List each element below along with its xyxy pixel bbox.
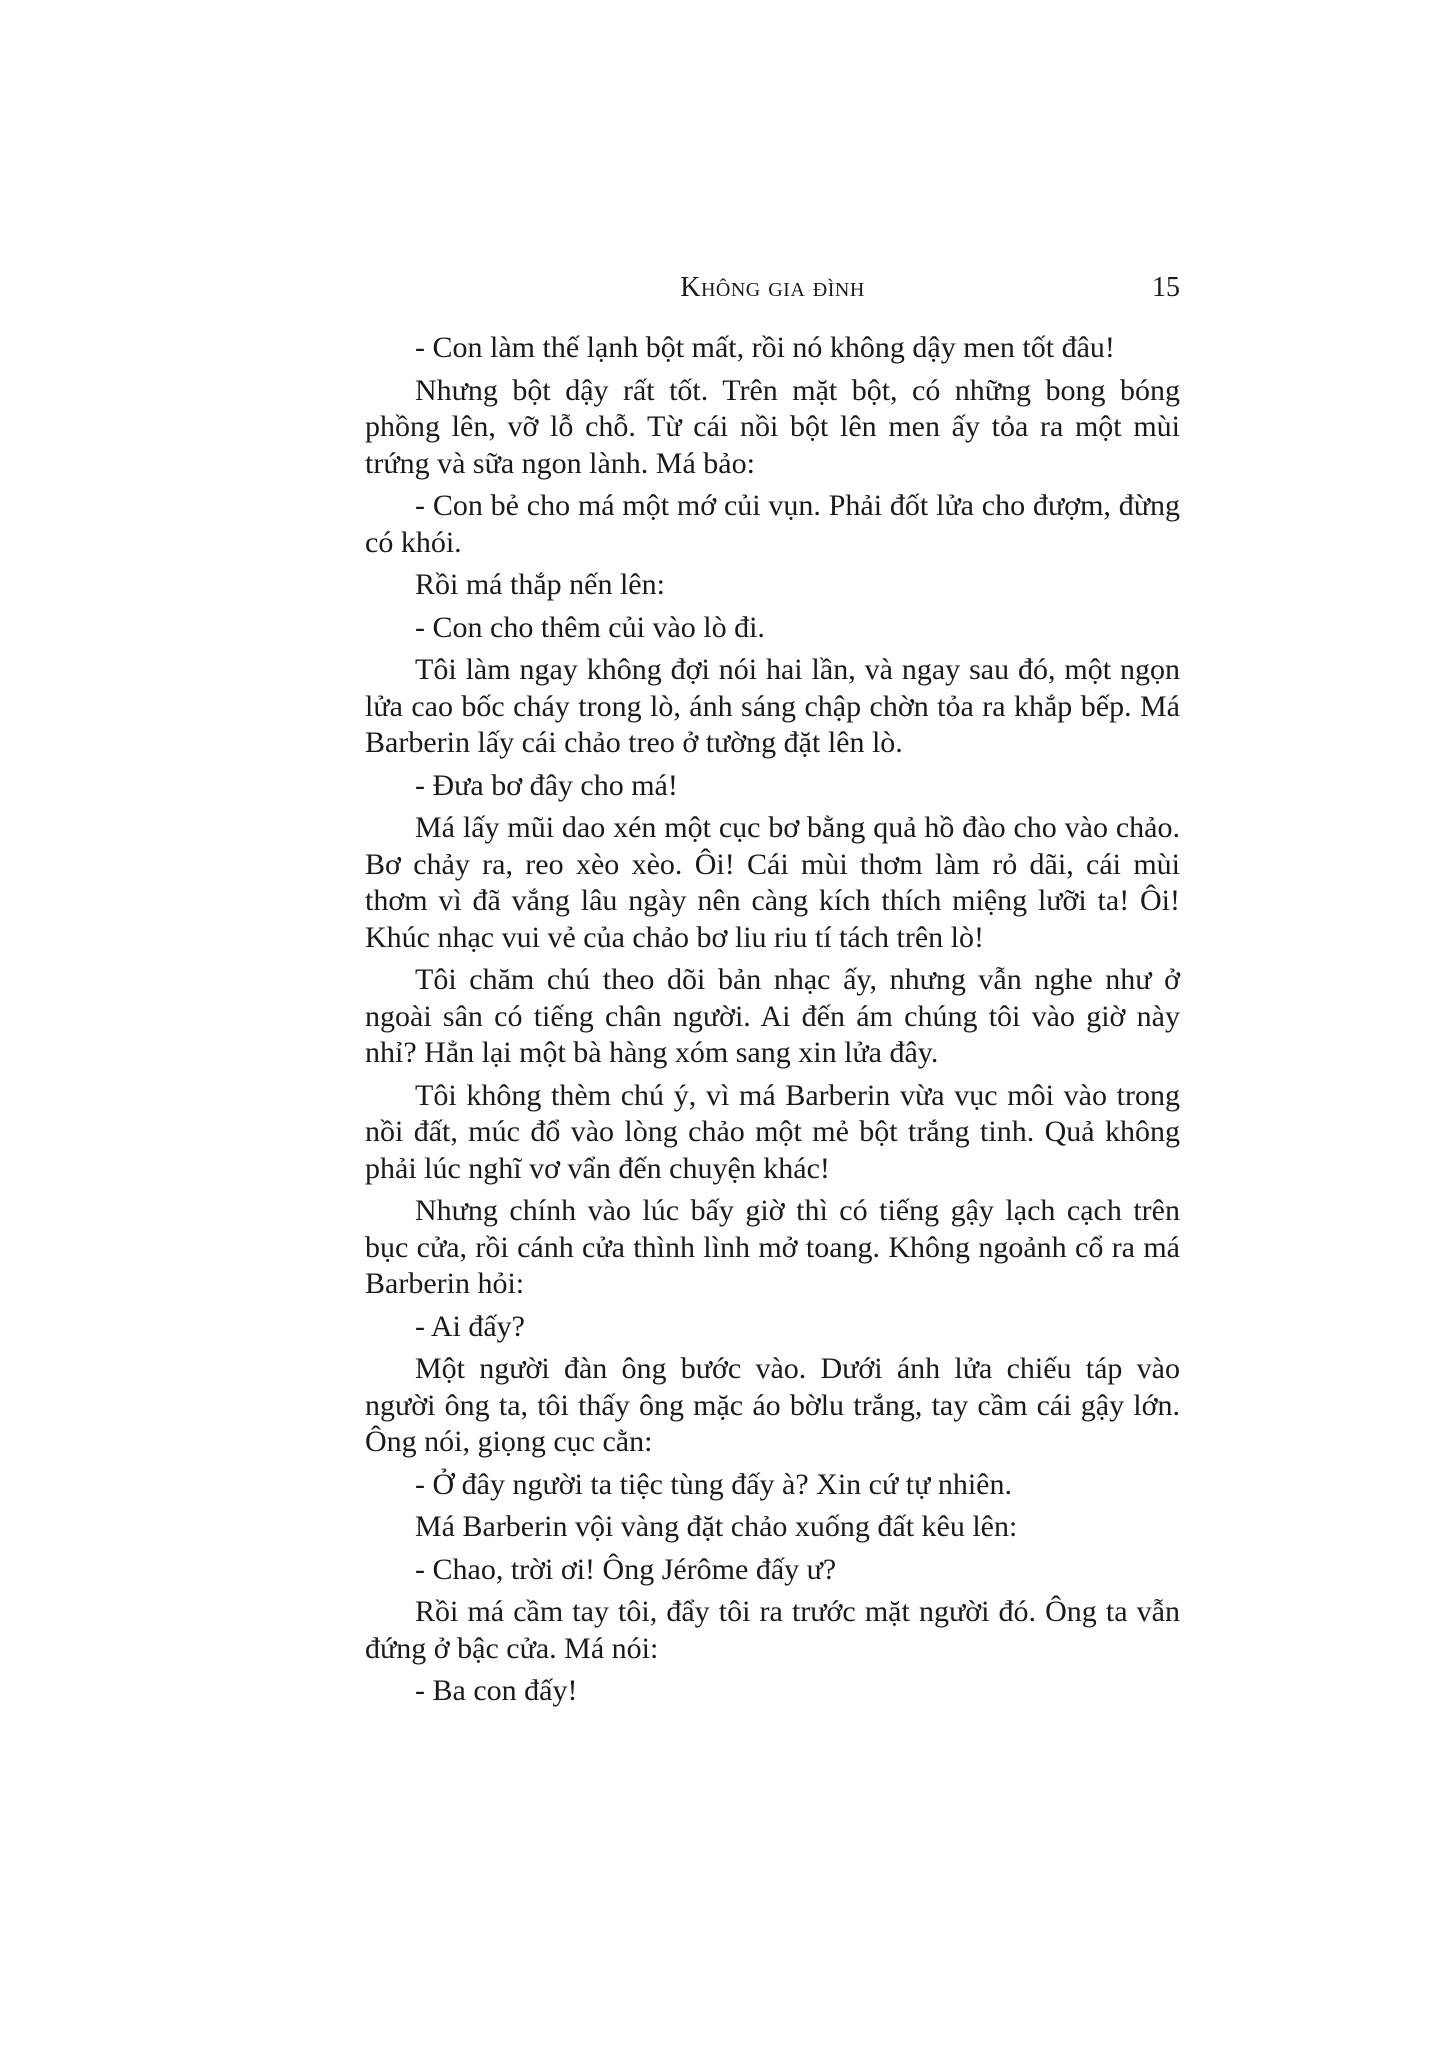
page-number: 15 bbox=[1152, 272, 1180, 303]
paragraph: - Ba con đấy! bbox=[415, 1674, 578, 1707]
paragraph: Nhưng chính vào lúc bấy giờ thì có tiếng gậy lạch cạch trên bục cửa, rồi cánh cửa thình lình mở toang. Không ngoảnh cổ ra má Barberin hỏi: bbox=[365, 1194, 1180, 1300]
paragraph: - Con bẻ cho má một mớ củi vụn. Phải đốt lửa cho đượm, đừng có khói. bbox=[365, 489, 1180, 559]
paragraph: - Con làm thế lạnh bột mất, rồi nó không dậy men tốt đâu! bbox=[415, 331, 1115, 364]
paragraph: Rồi má cầm tay tôi, đẩy tôi ra trước mặt người đó. Ông ta vẫn đứng ở bậc cửa. Má nói: bbox=[365, 1595, 1180, 1665]
paragraph: Rồi má thắp nến lên: bbox=[415, 568, 665, 601]
paragraph: Nhưng bột dậy rất tốt. Trên mặt bột, có những bong bóng phồng lên, vỡ lỗ chỗ. Từ cái nồi bột lên men ấy tỏa ra một mùi trứng và sữa ngon lành. Má bảo: bbox=[365, 373, 1180, 480]
paragraph: - Đưa bơ đây cho má! bbox=[415, 768, 678, 802]
paragraph: Má Barberin vội vàng đặt chảo xuống đất kêu lên: bbox=[415, 1510, 1018, 1543]
paragraph: Tôi không thèm chú ý, vì má Barberin vừa vục môi vào trong nồi đất, múc đổ vào lòng chảo một mẻ bột trắng tinh. Quả không phải lúc nghĩ vơ vẩn đến chuyện khác! bbox=[365, 1078, 1180, 1185]
paragraph: Tôi chăm chú theo dõi bản nhạc ấy, nhưng vẫn nghe như ở ngoài sân có tiếng chân người. Ai đến ám chúng tôi vào giờ này nhỉ? Hẳn lại một bà hàng xóm sang xin lửa đây. bbox=[365, 963, 1180, 1069]
text-body bbox=[365, 330, 1180, 1716]
book-title: Không gia đình bbox=[680, 272, 865, 303]
running-header bbox=[365, 268, 1180, 308]
paragraph: Một người đàn ông bước vào. Dưới ánh lửa chiếu táp vào người ông ta, tôi thấy ông mặc áo bờlu trắng, tay cầm cái gậy lớn. Ông nói, giọng cục cằn: bbox=[365, 1352, 1180, 1458]
paragraph: Tôi làm ngay không đợi nói hai lần, và ngay sau đó, một ngọn lửa cao bốc cháy trong lò, ánh sáng chập chờn tỏa ra khắp bếp. Má Barberin lấy cái chảo treo ở tường đặt lên lò. bbox=[365, 653, 1180, 759]
paragraph: - Chao, trời ơi! Ông Jérôme đấy ư? bbox=[415, 1552, 837, 1586]
paragraph: Má lấy mũi dao xén một cục bơ bằng quả hồ đào cho vào chảo. Bơ chảy ra, reo xèo xèo. Ôi! Cái mùi thơm làm rỏ dãi, cái mùi thơm vì đã vắng lâu ngày nên càng kích thích miệng lưỡi ta! Ôi! Khúc nhạc vui vẻ của chảo bơ liu riu tí tách trên lò! bbox=[365, 811, 1180, 954]
paragraph: - Con cho thêm củi vào lò đi. bbox=[415, 610, 765, 644]
paragraph: - Ở đây người ta tiệc tùng đấy à? Xin cứ tự nhiên. bbox=[415, 1467, 1012, 1501]
paragraph: - Ai đấy? bbox=[415, 1309, 525, 1343]
